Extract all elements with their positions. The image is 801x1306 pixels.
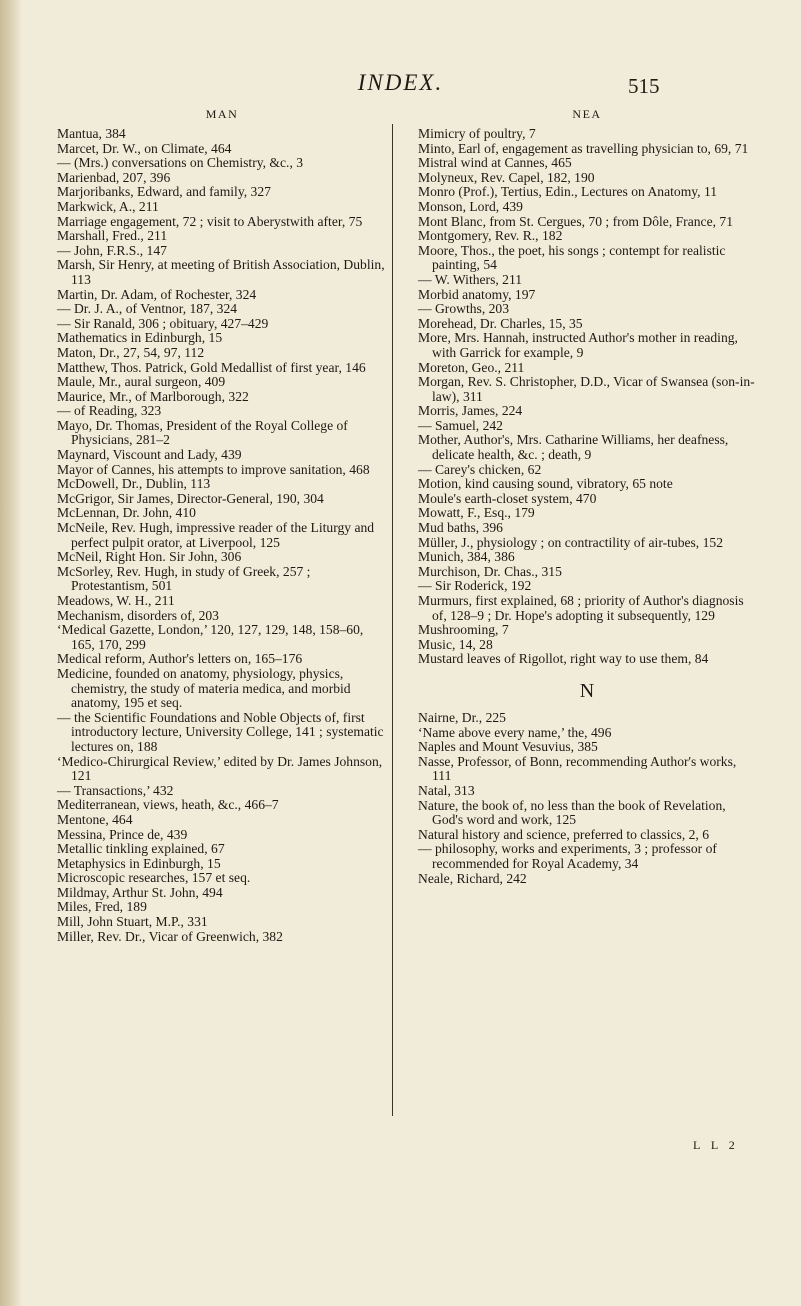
index-entry: Marienbad, 207, 396	[57, 169, 171, 185]
index-entry: Meadows, W. H., 211	[57, 593, 175, 608]
index-entry: Nairne, Dr., 225	[418, 709, 506, 725]
index-entry: Mont Blanc, from St. Cergues, 70 ; from Dôle, France, 71	[418, 213, 733, 229]
index-entry: Matthew, Thos. Patrick, Gold Medallist of first year, 146	[57, 359, 366, 375]
index-entry: Mentone, 464	[57, 811, 133, 827]
page-number: 515	[628, 74, 660, 98]
column-catchword-right: NEA	[572, 107, 602, 121]
index-entry: Mildmay, Arthur St. John, 494	[57, 884, 223, 900]
index-entry: Monro (Prof.), Tertius, Edin., Lectures on Anatomy, 11	[418, 184, 718, 200]
index-entry: Motion, kind causing sound, vibratory, 65 note	[418, 476, 673, 492]
index-entry: — philosophy, works and experiments, 3 ; professor of recommended for Royal Academy, 34	[418, 841, 717, 871]
left-column	[57, 107, 387, 944]
index-entry: Moore, Thos., the poet, his songs ; contempt for realistic painting, 54	[418, 242, 726, 273]
index-entry: Mediterranean, views, heath, &c., 466–7	[57, 797, 279, 813]
index-entry: Martin, Dr. Adam, of Rochester, 324	[57, 286, 257, 302]
index-entry: Naples and Mount Vesuvius, 385	[418, 739, 598, 755]
index-entry: Maynard, Viscount and Lady, 439	[57, 447, 242, 463]
right-column	[418, 107, 756, 886]
index-entry: Morehead, Dr. Charles, 15, 35	[418, 315, 583, 331]
index-entry: Morbid anatomy, 197	[418, 286, 536, 302]
index-entry: — Sir Ranald, 306 ; obituary, 427–429	[57, 315, 269, 331]
index-entry: ‘Name above every name,’ the, 496	[418, 724, 612, 740]
index-entry: Maurice, Mr., of Marlborough, 322	[57, 388, 249, 404]
right-entries-m	[418, 127, 756, 667]
index-entry: Mustard leaves of Rigollot, right way to use them, 84	[418, 651, 709, 667]
index-entry: — (Mrs.) conversations on Chemistry, &c., 3	[57, 155, 304, 171]
index-entry: Mantua, 384	[57, 126, 126, 141]
index-entry: Mud baths, 396	[418, 520, 503, 536]
index-entry: Mimicry of poultry, 7	[418, 126, 536, 141]
index-entry: Mowatt, F., Esq., 179	[418, 505, 535, 521]
index-entry: Miller, Rev. Dr., Vicar of Greenwich, 382	[57, 928, 283, 944]
index-entry: Moule's earth-closet system, 470	[418, 490, 597, 506]
index-entry: Maule, Mr., aural surgeon, 409	[57, 374, 226, 390]
index-entry: — Growths, 203	[418, 301, 510, 317]
index-entry: Marcet, Dr. W., on Climate, 464	[57, 140, 232, 156]
index-entry: Nasse, Professor, of Bonn, recommending Author's works, 111	[418, 753, 737, 784]
left-entries	[57, 127, 387, 944]
index-entry: — Dr. J. A., of Ventnor, 187, 324	[57, 301, 238, 317]
index-entry: Marsh, Sir Henry, at meeting of British Association, Dublin, 113	[57, 257, 385, 287]
section-letter-n: N	[579, 679, 595, 702]
index-entry: Minto, Earl of, engagement as travelling physician to, 69, 71	[418, 140, 749, 156]
index-entry: Natal, 313	[418, 782, 475, 798]
index-entry: Molyneux, Rev. Capel, 182, 190	[418, 169, 595, 185]
index-entry: Natural history and science, preferred to classics, 2, 6	[418, 826, 710, 842]
index-entry: Mushrooming, 7	[418, 622, 509, 638]
index-entry: Mill, John Stuart, M.P., 331	[57, 914, 208, 930]
index-entry: McNeile, Rev. Hugh, impressive reader of the Liturgy and perfect pulpit orator, at Liverpool, 125	[57, 520, 375, 550]
index-entry: — W. Withers, 211	[418, 271, 523, 287]
index-entry: — John, F.R.S., 147	[57, 242, 167, 258]
index-entry: Marriage engagement, 72 ; visit to Aberystwith after, 75	[57, 213, 363, 229]
index-entry: — of Reading, 323	[57, 403, 162, 419]
index-entry: Messina, Prince de, 439	[57, 826, 188, 842]
index-entry: Medical reform, Author's letters on, 165–176	[57, 651, 303, 667]
index-entry: More, Mrs. Hannah, instructed Author's mother in reading, with Garrick for example, 9	[418, 330, 738, 360]
page-binding-edge	[0, 0, 22, 1306]
index-entry: Markwick, A., 211	[57, 198, 159, 214]
index-entry: McSorley, Rev. Hugh, in study of Greek, 257 ; Protestantism, 501	[57, 563, 311, 594]
signature-mark: L L 2	[693, 1138, 739, 1152]
index-entry: Moreton, Geo., 211	[418, 359, 525, 375]
index-entry: Nature, the book of, no less than the book of Revelation, God's word and work, 125	[418, 797, 726, 828]
index-entry: — the Scientific Foundations and Noble Objects of, first introductory lecture, University College, 141 ; systematic lectures on, 188	[57, 709, 384, 754]
index-entry: Metaphysics in Edinburgh, 15	[57, 855, 221, 871]
index-entry: Mother, Author's, Mrs. Catharine Williams, her deafness, delicate health, &c. ; death, 9	[418, 432, 729, 463]
index-entry: Murchison, Dr. Chas., 315	[418, 563, 562, 579]
index-entry: — Carey's chicken, 62	[418, 461, 542, 477]
index-entry: Monson, Lord, 439	[418, 198, 523, 214]
right-entries-n	[418, 711, 756, 886]
index-entry: Müller, J., physiology ; on contractility of air-tubes, 152	[418, 534, 723, 550]
index-entry: — Transactions,’ 432	[57, 782, 174, 798]
index-entry: Mayo, Dr. Thomas, President of the Royal College of Physicians, 281–2	[57, 417, 348, 448]
index-entry: Microscopic researches, 157 et seq.	[57, 870, 251, 886]
index-entry: Montgomery, Rev. R., 182	[418, 228, 563, 244]
index-entry: Metallic tinkling explained, 67	[57, 841, 225, 857]
column-divider	[392, 124, 393, 1116]
index-entry: Maton, Dr., 27, 54, 97, 112	[57, 344, 205, 360]
index-entry: — Sir Roderick, 192	[418, 578, 532, 594]
running-title: INDEX.	[357, 70, 444, 95]
index-entry: McLennan, Dr. John, 410	[57, 505, 196, 521]
index-entry: McDowell, Dr., Dublin, 113	[57, 476, 211, 492]
index-entry: Mathematics in Edinburgh, 15	[57, 330, 223, 346]
index-entry: Mayor of Cannes, his attempts to improve sanitation, 468	[57, 461, 370, 477]
index-entry: McGrigor, Sir James, Director-General, 190, 304	[57, 490, 324, 506]
index-entry: ‘Medico-Chirurgical Review,’ edited by Dr. James Johnson, 121	[57, 753, 383, 784]
index-entry: Morgan, Rev. S. Christopher, D.D., Vicar of Swansea (son-in-law), 311	[418, 374, 755, 404]
index-entry: Marjoribanks, Edward, and family, 327	[57, 184, 271, 200]
index-entry: McNeil, Right Hon. Sir John, 306	[57, 549, 242, 565]
index-entry: — Samuel, 242	[418, 417, 503, 433]
index-entry: Miles, Fred, 189	[57, 899, 147, 915]
index-entry: Munich, 384, 386	[418, 549, 515, 565]
page-header	[0, 70, 801, 104]
index-entry: Mistral wind at Cannes, 465	[418, 155, 572, 171]
index-entry: Mechanism, disorders of, 203	[57, 607, 219, 623]
index-entry: ‘Medical Gazette, London,’ 120, 127, 129, 148, 158–60, 165, 170, 299	[57, 622, 364, 652]
index-entry: Morris, James, 224	[418, 403, 523, 419]
index-entry: Murmurs, first explained, 68 ; priority of Author's diagnosis of, 128–9 ; Dr. Hope's adopting it subsequently, 129	[418, 593, 744, 623]
index-entry: Neale, Richard, 242	[418, 870, 527, 886]
index-entry: Marshall, Fred., 211	[57, 228, 168, 244]
index-entry: Medicine, founded on anatomy, physiology, physics, chemistry, the study of materia medica, and morbid anatomy, 195 et seq.	[57, 665, 351, 711]
column-catchword-left: MAN	[205, 107, 239, 121]
index-entry: Music, 14, 28	[418, 636, 493, 652]
